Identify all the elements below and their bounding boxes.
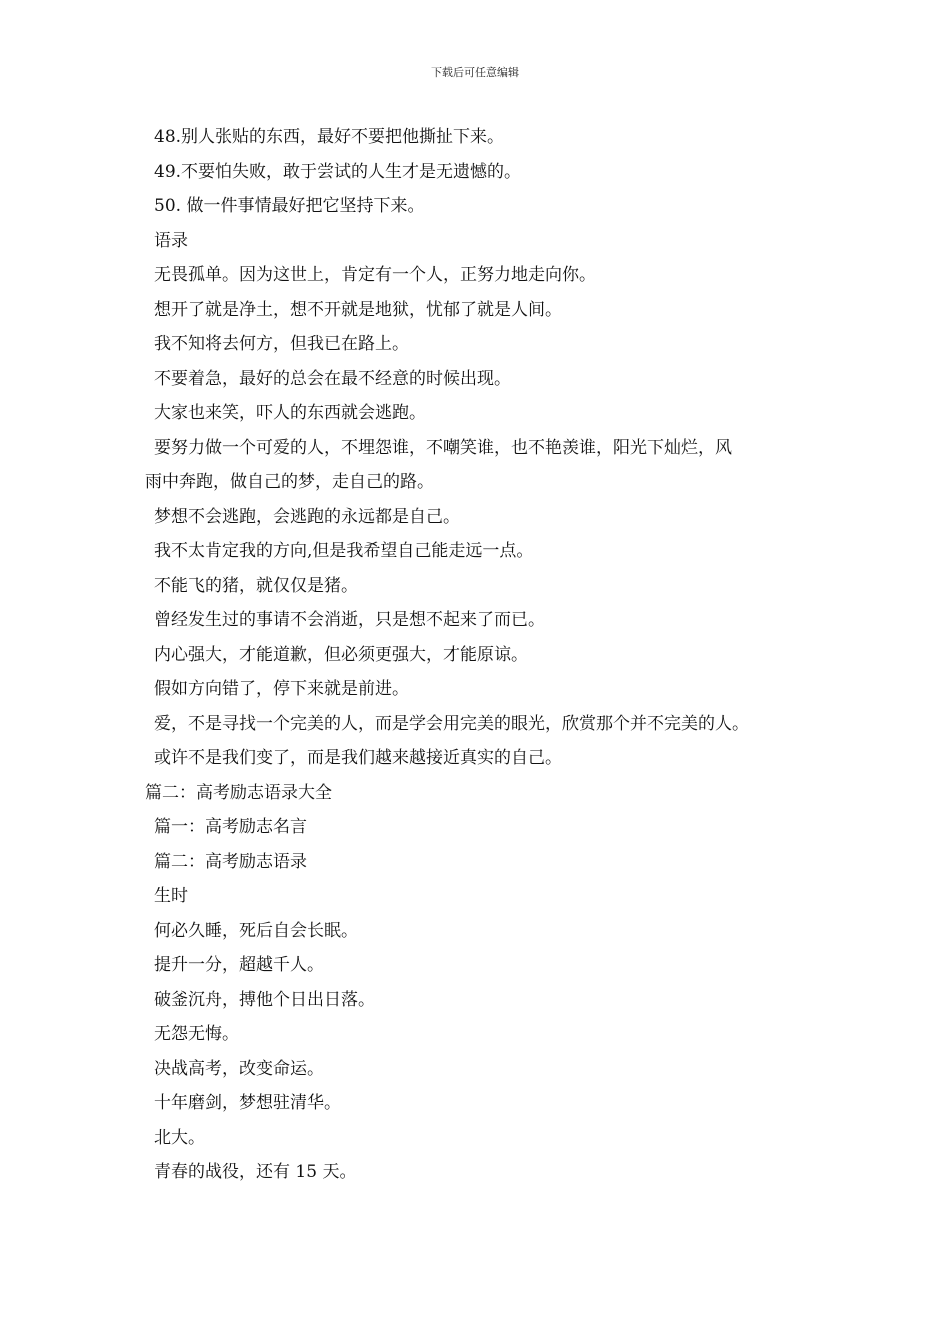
text-line: 篇一：高考励志名言	[154, 817, 307, 837]
text-line: 决战高考，改变命运。	[154, 1058, 324, 1079]
text-line: 想开了就是净土，想不开就是地狱，忧郁了就是人间。	[154, 299, 562, 320]
text-line: 爱，不是寻找一个完美的人，而是学会用完美的眼光，欣赏那个并不完美的人。	[154, 713, 749, 734]
text-line: 不能飞的猪，就仅仅是猪。	[154, 575, 358, 596]
text-line: 语录	[154, 230, 188, 251]
text-line: 不要着急，最好的总会在最不经意的时候出现。	[154, 368, 511, 389]
text-line: 梦想不会逃跑，会逃跑的永远都是自己。	[154, 506, 460, 527]
text-line: 我不知将去何方，但我已在路上。	[154, 334, 409, 354]
text-line: 篇二：高考励志语录	[154, 851, 307, 872]
text-body	[145, 120, 835, 1190]
text-line: 49.不要怕失败，敢于尝试的人生才是无遗憾的。	[154, 161, 522, 182]
text-line: 或许不是我们变了，而是我们越来越接近真实的自己。	[154, 748, 562, 768]
text-line: 50. 做一件事情最好把它坚持下来。	[154, 196, 425, 216]
page-header: 下载后可任意编辑	[431, 66, 519, 79]
text-line: 北大。	[154, 1127, 205, 1148]
text-line: 曾经发生过的事请不会消逝，只是想不起来了而已。	[154, 610, 545, 630]
text-line: 十年磨剑，梦想驻清华。	[154, 1093, 341, 1113]
text-line: 破釜沉舟，搏他个日出日落。	[154, 989, 375, 1010]
text-line: 48.别人张贴的东西，最好不要把他撕扯下来。	[154, 127, 505, 147]
text-line: 要努力做一个可爱的人，不埋怨谁，不嘲笑谁，也不艳羡谁，阳光下灿烂，风	[154, 437, 732, 458]
text-line: 我不太肯定我的方向,但是我希望自己能走远一点。	[154, 541, 534, 561]
text-line: 青春的战役，还有 15 天。	[154, 1162, 357, 1182]
text-line: 无畏孤单。因为这世上，肯定有一个人，正努力地走向你。	[154, 265, 596, 285]
text-line: 雨中奔跑，做自己的梦，走自己的路。	[145, 472, 434, 492]
text-line: 大家也来笑，吓人的东西就会逃跑。	[154, 403, 426, 423]
text-line: 无怨无悔。	[154, 1024, 239, 1044]
text-line: 假如方向错了，停下来就是前进。	[154, 679, 409, 699]
text-line: 提升一分，超越千人。	[154, 955, 324, 975]
text-line: 生时	[154, 886, 188, 906]
text-line: 内心强大，才能道歉，但必须更强大，才能原谅。	[154, 644, 528, 665]
text-line: 何必久睡，死后自会长眠。	[154, 920, 358, 941]
text-line: 篇二：高考励志语录大全	[145, 782, 332, 803]
